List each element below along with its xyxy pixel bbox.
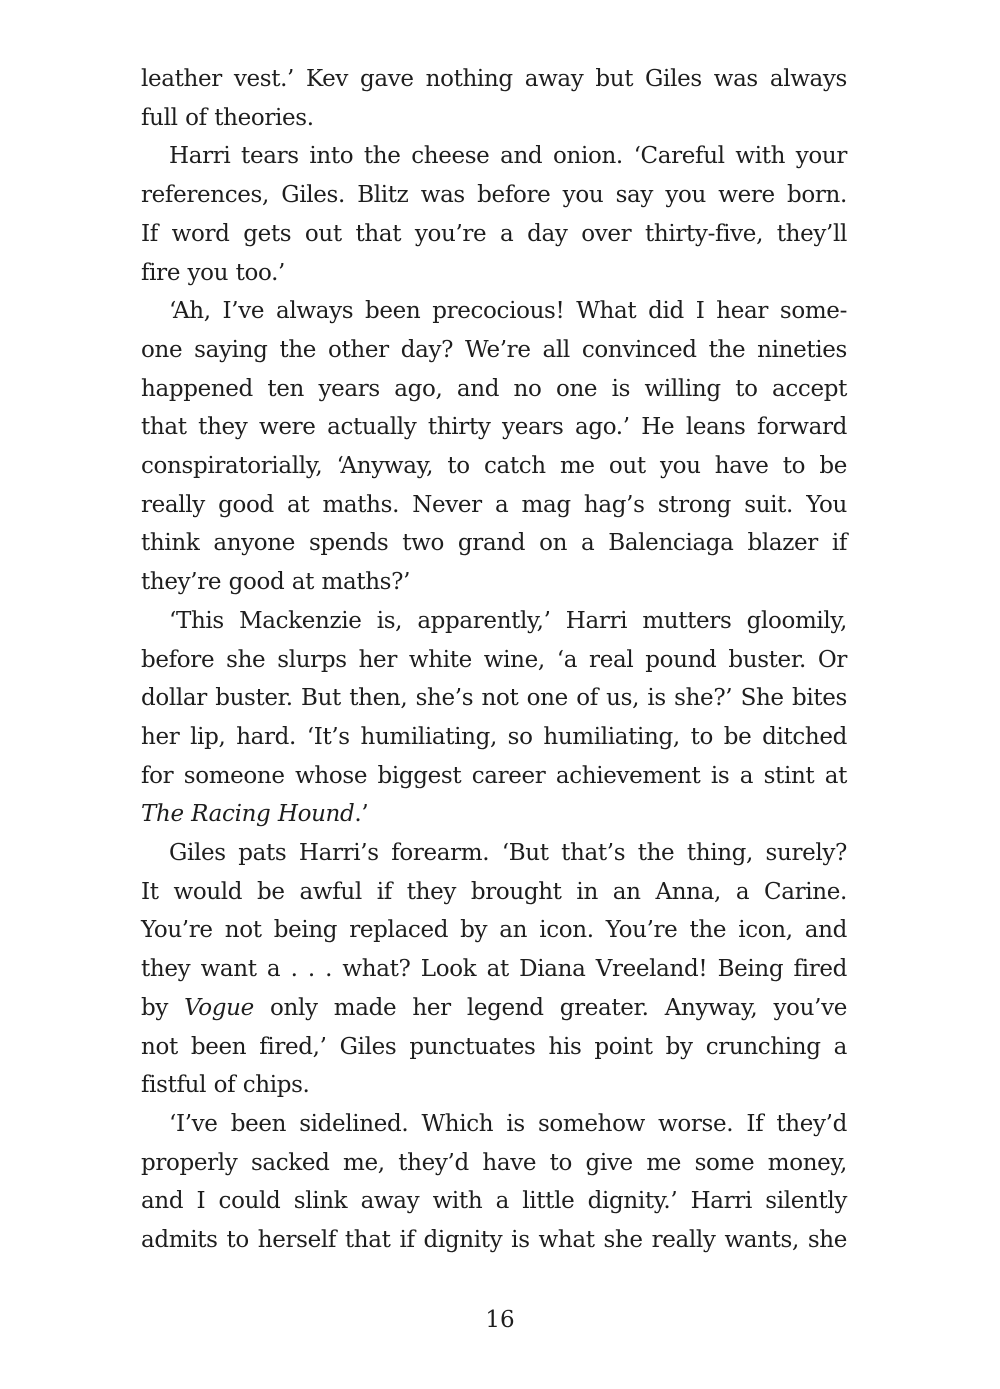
text-line: not been fired,’ Giles punctuates his point by crunching a — [141, 1033, 847, 1060]
text-line: fistful of chips. — [141, 1072, 310, 1099]
paragraph-4 — [141, 602, 847, 834]
text-line: If word gets out that you’re a day over thirty-five, they’ll — [141, 220, 847, 247]
paragraph-5 — [141, 834, 847, 1105]
text-line: her lip, hard. ‘It’s humiliating, so humiliating, to be ditched — [141, 723, 847, 750]
text-line: ‘Ah, I’ve always been precocious! What did I hear some- — [169, 298, 847, 325]
text-line — [141, 989, 847, 1028]
text-line: happened ten years ago, and no one is willing to accept — [141, 375, 847, 402]
paragraph-1 — [141, 60, 847, 137]
text-line: ‘This Mackenzie is, apparently,’ Harri mutters gloomily, — [169, 607, 847, 634]
text-line: It would be awful if they brought in an Anna, a Carine. — [141, 878, 847, 905]
text-fragment: only made her legend greater. Anyway, you’ve — [253, 994, 847, 1021]
text-line: ‘I’ve been sidelined. Which is somehow worse. If they’d — [169, 1110, 847, 1137]
text-line — [141, 795, 847, 834]
text-line: for someone whose biggest career achievement is a stint at — [141, 762, 847, 789]
body-text — [141, 60, 847, 1260]
text-line: they’re good at maths?’ — [141, 569, 411, 596]
text-line: think anyone spends two grand on a Balenciaga blazer if — [141, 530, 847, 557]
text-fragment: .’ — [354, 801, 369, 828]
text-line: Harri tears into the cheese and onion. ‘Careful with your — [169, 143, 847, 170]
text-line: full of theories. — [141, 104, 314, 131]
text-line: properly sacked me, they’d have to give me some money, — [141, 1149, 847, 1176]
text-line: and I could slink away with a little dignity.’ Harri silently — [141, 1188, 847, 1215]
paragraph-6 — [141, 1105, 847, 1260]
text-line: fire you too.’ — [141, 259, 286, 286]
italic-title: Vogue — [184, 994, 254, 1021]
text-fragment: by — [141, 994, 185, 1021]
text-line: dollar buster. But then, she’s not one of us, is she?’ She bites — [141, 685, 847, 712]
page-number: 16 — [485, 1307, 515, 1333]
text-line: Giles pats Harri’s forearm. ‘But that’s the thing, surely? — [169, 840, 847, 867]
text-line: one saying the other day? We’re all convinced the nineties — [141, 336, 847, 363]
text-line: they want a . . . what? Look at Diana Vreeland! Being fired — [141, 956, 847, 983]
text-line: You’re not being replaced by an icon. You’re the icon, and — [141, 917, 847, 944]
text-line: leather vest.’ Kev gave nothing away but Giles was always — [141, 66, 847, 92]
text-line: admits to herself that if dignity is what she really wants, she — [141, 1227, 847, 1254]
text-line: really good at maths. Never a mag hag’s strong suit. You — [141, 491, 847, 518]
italic-title: The Racing Hound — [141, 801, 355, 828]
text-line: conspiratorially, ‘Anyway, to catch me out you have to be — [141, 453, 847, 480]
text-line: references, Giles. Blitz was before you say you were born. — [141, 182, 847, 209]
text-line: before she slurps her white wine, ‘a real pound buster. Or — [141, 646, 847, 673]
text-line: that they were actually thirty years ago.’ He leans forward — [141, 414, 847, 441]
paragraph-3 — [141, 292, 847, 602]
paragraph-2 — [141, 137, 847, 292]
